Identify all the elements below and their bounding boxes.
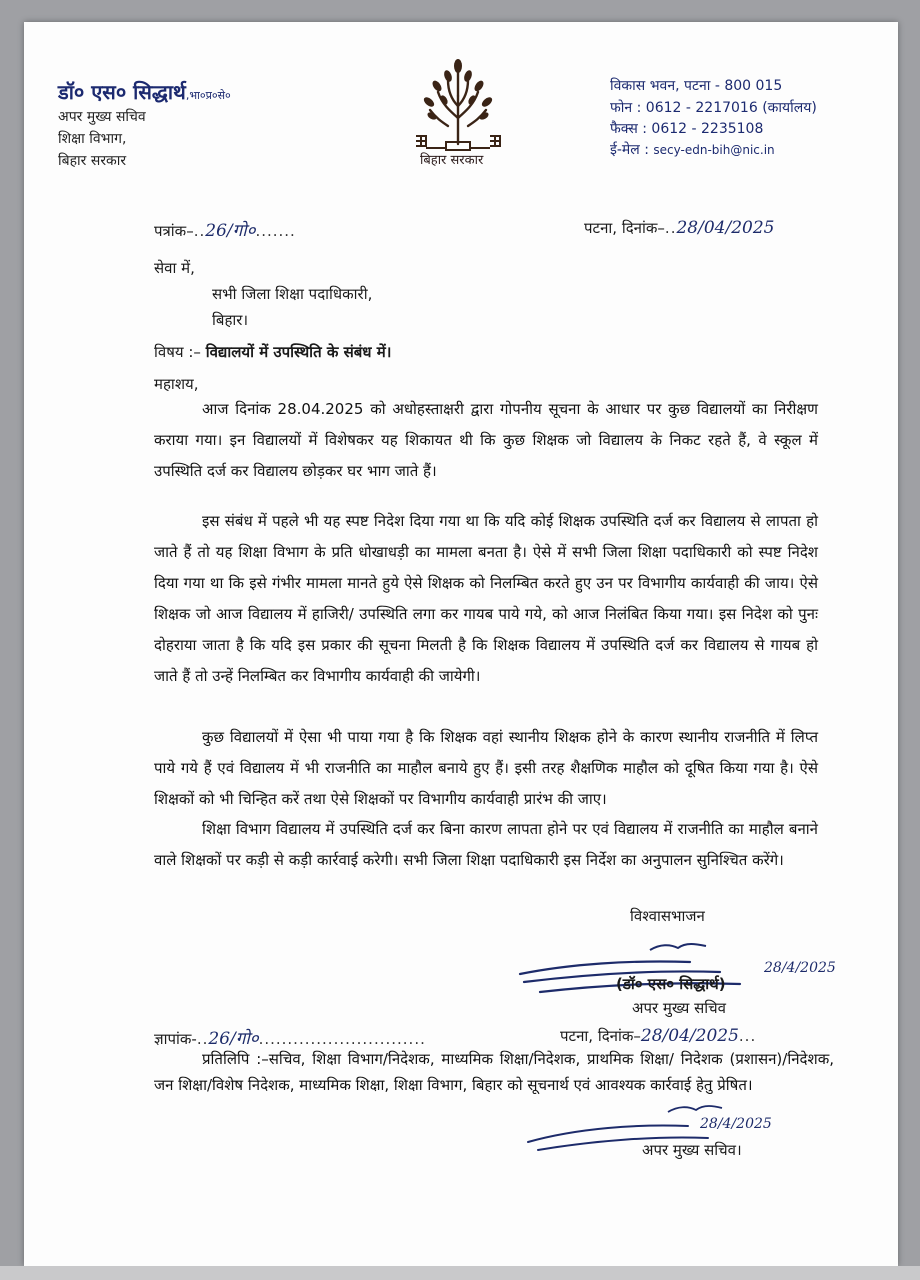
body-paragraph-1: आज दिनांक 28.04.2025 को अधोहस्ताक्षरी द्वारा गोपनीय सूचना के आधार पर कुछ विद्यालयों का निरीक्षण कराया गया। इन विद्यालयों में विशेषकर यह शिकायत थी कि कुछ शिक्षक जो विद्यालय के निकट रहते हैं, वे स्कूल में उपस्थिति दर्ज कर विद्यालय छोड़कर घर भाग जाते हैं। bbox=[154, 400, 818, 480]
email-label: ई-मेल : bbox=[610, 142, 649, 158]
office-phone: फोन : 0612 - 2217016 (कार्यालय) bbox=[610, 100, 817, 116]
closing: विश्वासभाजन bbox=[630, 907, 705, 925]
body-paragraph-4: शिक्षा विभाग विद्यालय में उपस्थिति दर्ज कर बिना कारण लापता होने पर एवं विद्यालय में राजनीति का माहौल बनाने वाले शिक्षकों पर कड़ी से कड़ी कार्रवाई करेगी। सभी जिला शिक्षा पदाधिकारी इस निर्देश का अनुपालन सुनिश्चित करेंगे। bbox=[154, 820, 818, 869]
letter-date: 28/04/2025 bbox=[676, 218, 775, 238]
emblem-caption: बिहार सरकार bbox=[420, 153, 484, 168]
signatory-name: (डॉ० एस० सिद्धार्थ) bbox=[616, 975, 726, 993]
signature-date: 28/4/2025 bbox=[764, 960, 836, 976]
signatory-designation: अपर मुख्य सचिव bbox=[632, 999, 726, 1017]
subject-text: विद्यालयों में उपस्थिति के संबंध में। bbox=[205, 343, 392, 361]
subject-row bbox=[154, 342, 391, 362]
recipient-line1: सभी जिला शिक्षा पदाधिकारी, bbox=[212, 285, 373, 303]
memo-number-row: ज्ञापांक-..26/गो०............................. bbox=[154, 1029, 426, 1049]
sender-name-block bbox=[58, 78, 231, 105]
recipient-line2: बिहार। bbox=[212, 311, 249, 329]
memo-number: 26/गो० bbox=[208, 1029, 259, 1049]
memo-date-row: पटना, दिनांक–28/04/2025... bbox=[560, 1026, 757, 1046]
letter-number-row: पत्रांक–..26/गो०....... bbox=[154, 221, 296, 241]
sender-department: शिक्षा विभाग, bbox=[58, 131, 127, 147]
letter-date-row: पटना, दिनांक–..28/04/2025 bbox=[584, 218, 775, 238]
memo-signature-date: 28/4/2025 bbox=[700, 1116, 772, 1132]
greeting: महाशय, bbox=[154, 375, 199, 393]
email-address[interactable]: secy-edn-bih@nic.in bbox=[653, 143, 775, 157]
office-email-row bbox=[610, 140, 775, 161]
letter-page bbox=[24, 22, 898, 1266]
letter-number: 26/गो० bbox=[205, 221, 256, 241]
memo-label: ज्ञापांक- bbox=[154, 1030, 197, 1048]
letter-number-label: पत्रांक– bbox=[154, 222, 194, 240]
letter-date-label: पटना, दिनांक– bbox=[584, 219, 665, 237]
salutation-to: सेवा में, bbox=[154, 259, 195, 277]
subject-label: विषय :– bbox=[154, 343, 201, 361]
office-address: विकास भवन, पटना - 800 015 bbox=[610, 78, 783, 94]
memo-date: 28/04/2025 bbox=[640, 1026, 739, 1046]
sender-name: डॉ० एस० सिद्धार्थ bbox=[58, 80, 186, 104]
body-paragraph-2: इस संबंध में पहले भी यह स्पष्ट निदेश दिया गया था कि यदि कोई शिक्षक उपस्थिति दर्ज कर विद्यालय से लापता हो जाते हैं तो यह शिक्षा विभाग के प्रति धोखाधड़ी का मामला बनता है। ऐसे में सभी जिला शिक्षा पदाधिकारी को स्पष्ट निदेश दिया गया था कि इसे गंभीर मामला मानते हुये ऐसे शिक्षक को निलम्बित करते हुए उन पर विभागीय कार्यवाही की जाय। ऐसे शिक्षक जो आज विद्यालय में हाजिरी/ उपस्थिति लगा कर गायब पाये गये, को आज निलंबित किया गया। इस निदेश को पुनः दोहराया जाता है कि यदि इस प्रकार की सूचना मिलती है कि शिक्षक विद्यालय में उपस्थिति दर्ज कर विद्यालय से गायब हो जाते हैं तो उन्हें निलम्बित कर विभागीय कार्यवाही की जायेगी। bbox=[154, 512, 818, 685]
sender-designation: अपर मुख्य सचिव bbox=[58, 109, 146, 125]
sender-degree: ,भा०प्र०से० bbox=[185, 89, 231, 102]
sender-government: बिहार सरकार bbox=[58, 153, 127, 169]
office-fax: फैक्स : 0612 - 2235108 bbox=[610, 121, 764, 137]
memo-date-label: पटना, दिनांक– bbox=[560, 1027, 641, 1045]
memo-copy-text: प्रतिलिपि :–सचिव, शिक्षा विभाग/निदेशक, माध्यमिक शिक्षा/निदेशक, प्राथमिक शिक्षा/ निदेशक (प्रशासन)/निदेशक, जन शिक्षा/विशेष निदेशक, माध्यमिक शिक्षा, शिक्षा विभाग, बिहार को सूचनार्थ एवं आवश्यक कार्रवाई हेतु प्रेषित। bbox=[154, 1050, 834, 1094]
background-strip bbox=[0, 1266, 920, 1280]
memo-designation: अपर मुख्य सचिव। bbox=[642, 1141, 742, 1159]
body-paragraph-3: कुछ विद्यालयों में ऐसा भी पाया गया है कि शिक्षक वहां स्थानीय शिक्षक होने के कारण स्थानीय राजनीति में लिप्त पाये गये हैं एवं विद्यालय में भी राजनीति का माहौल बनाये हुए हैं। इसी तरह शैक्षणिक माहौल को दूषित किया गया है। ऐसे शिक्षकों को भी चिन्हित करें तथा ऐसे शिक्षकों पर विभागीय कार्यवाही प्रारंभ की जाए। bbox=[154, 728, 818, 808]
